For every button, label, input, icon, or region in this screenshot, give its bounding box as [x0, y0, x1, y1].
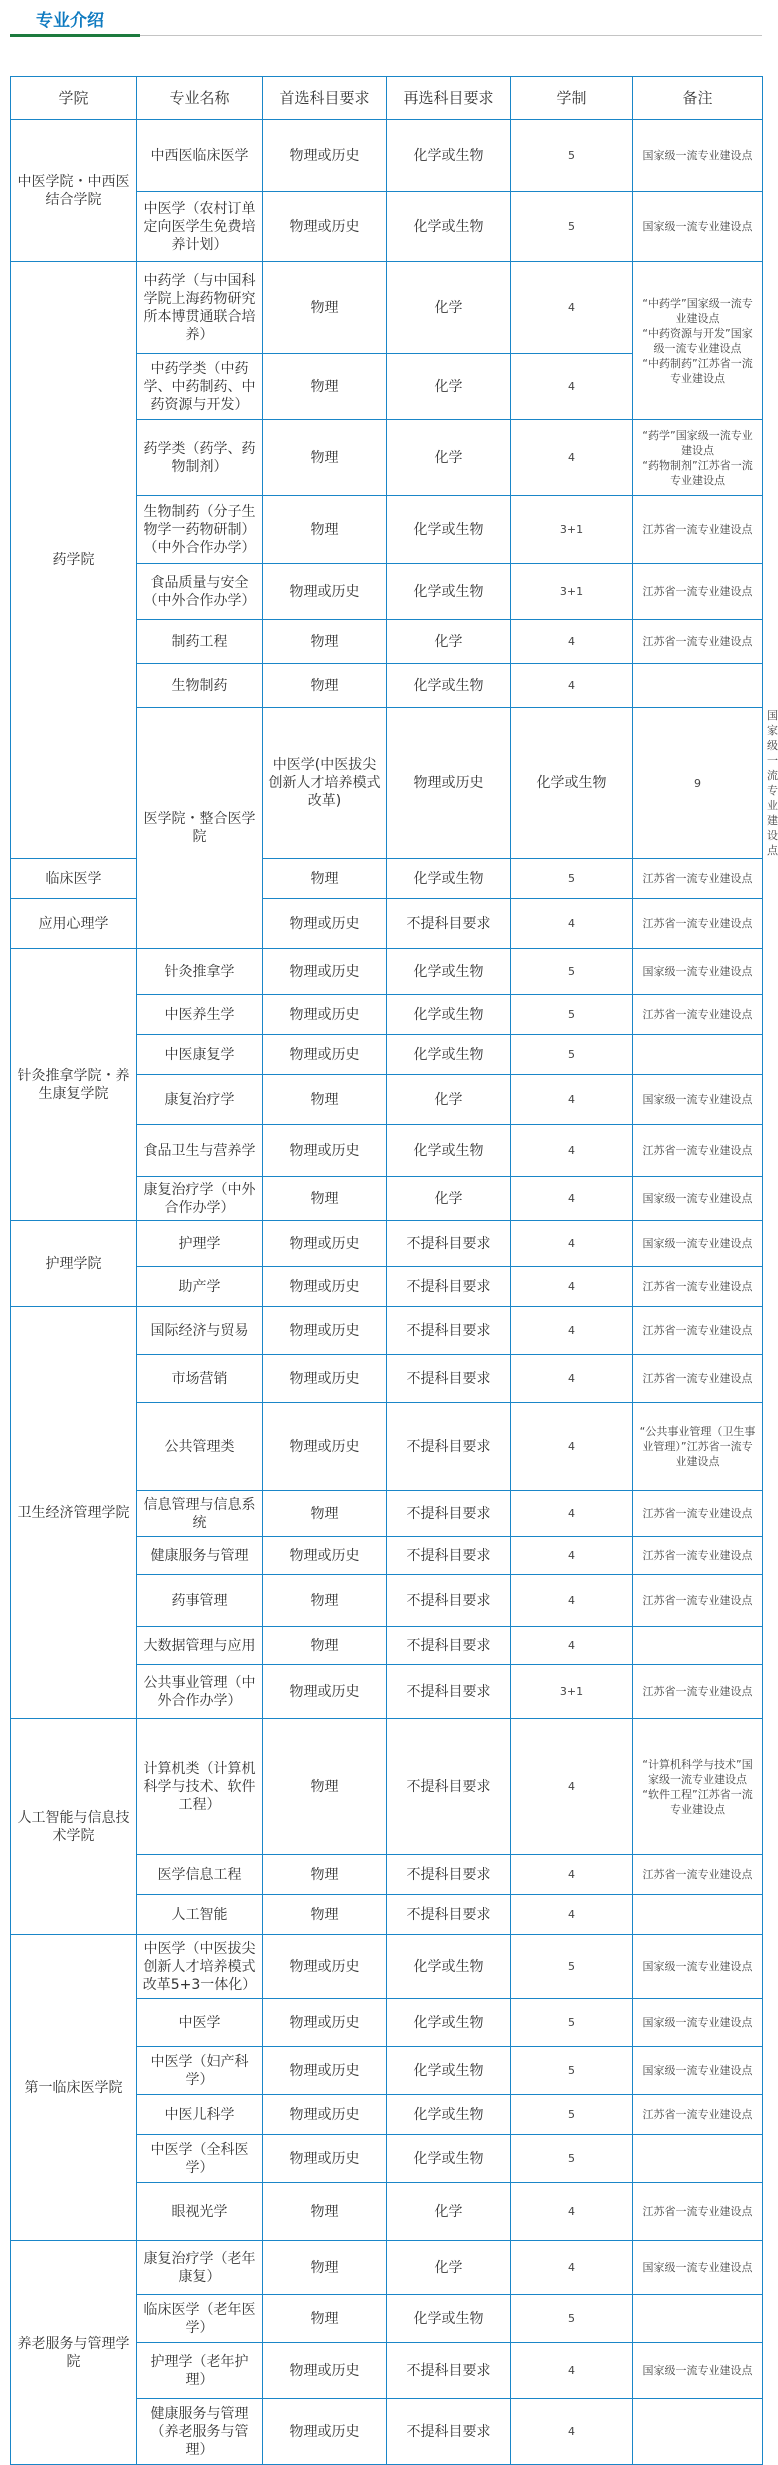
table-row: 医学院・整合医学院 中医学(中医拔尖创新人才培养模式改革) 物理或历史 化学或生物 9 国家级一流专业建设点 — [11, 708, 763, 859]
major-cell[interactable]: 中医儿科学 — [137, 2095, 263, 2135]
second-subject-cell: 化学或生物 — [387, 995, 511, 1035]
second-subject-cell: 化学或生物 — [387, 949, 511, 995]
first-subject-cell: 物理或历史 — [263, 995, 387, 1035]
table-row — [11, 262, 763, 354]
second-subject-cell: 化学或生物 — [387, 2135, 511, 2183]
major-cell[interactable]: 中医康复学 — [137, 1035, 263, 1075]
first-subject-cell: 物理或历史 — [263, 1307, 387, 1355]
first-subject-cell: 物理 — [263, 2241, 387, 2295]
first-subject-cell: 物理 — [263, 664, 387, 708]
college-cell: 人工智能与信息技术学院 — [11, 1719, 137, 1935]
note-cell — [633, 1895, 763, 1935]
first-subject-cell: 物理或历史 — [263, 1665, 387, 1719]
major-cell[interactable]: 中药学类（中药学、中药制药、中药资源与开发） — [137, 354, 263, 420]
years-cell: 5 — [511, 2047, 633, 2095]
note-cell: 国家级一流专业建设点 — [633, 949, 763, 995]
major-cell[interactable]: 护理学 — [137, 1221, 263, 1267]
note-cell: “公共事业管理（卫生事业管理）”江苏省一流专业建设点 — [633, 1403, 763, 1491]
column-header: 专业名称 — [137, 77, 263, 120]
college-cell: 药学院 — [11, 262, 137, 859]
note-cell: “药学”国家级一流专业建设点 “药物制剂”江苏省一流专业建设点 — [633, 420, 763, 496]
major-cell[interactable]: 人工智能 — [137, 1895, 263, 1935]
second-subject-cell: 不提科目要求 — [387, 1855, 511, 1895]
second-subject-cell: 化学或生物 — [387, 1125, 511, 1177]
note-cell: 国家级一流专业建设点 — [633, 1935, 763, 1999]
major-cell[interactable]: 制药工程 — [137, 620, 263, 664]
second-subject-cell: 不提科目要求 — [387, 1575, 511, 1627]
years-cell: 3+1 — [511, 1665, 633, 1719]
major-cell[interactable]: 信息管理与信息系统 — [137, 1491, 263, 1537]
note-cell: 国家级一流专业建设点 — [633, 1999, 763, 2047]
years-cell: 5 — [511, 192, 633, 262]
years-cell: 4 — [511, 2241, 633, 2295]
major-cell[interactable]: 医学信息工程 — [137, 1855, 263, 1895]
years-cell: 5 — [511, 859, 633, 899]
major-cell[interactable]: 康复治疗学（老年康复） — [137, 2241, 263, 2295]
major-cell[interactable]: 公共管理类 — [137, 1403, 263, 1491]
first-subject-cell: 物理或历史 — [263, 2047, 387, 2095]
major-cell[interactable]: 国际经济与贸易 — [137, 1307, 263, 1355]
major-cell[interactable]: 眼视光学 — [137, 2183, 263, 2241]
table-row — [11, 1307, 763, 1355]
second-subject-cell: 不提科目要求 — [387, 1355, 511, 1403]
major-cell[interactable]: 食品卫生与营养学 — [137, 1125, 263, 1177]
table-row — [11, 899, 763, 949]
major-cell[interactable]: 中西医临床医学 — [137, 120, 263, 192]
second-subject-cell: 不提科目要求 — [387, 2343, 511, 2399]
first-subject-cell: 物理或历史 — [263, 1125, 387, 1177]
first-subject-cell: 物理或历史 — [263, 2343, 387, 2399]
note-cell: 江苏省一流专业建设点 — [633, 1125, 763, 1177]
second-subject-cell: 化学或生物 — [387, 859, 511, 899]
first-subject-cell: 物理 — [263, 1075, 387, 1125]
first-subject-cell: 物理或历史 — [263, 1221, 387, 1267]
first-subject-cell: 物理或历史 — [263, 120, 387, 192]
major-cell[interactable]: 助产学 — [137, 1267, 263, 1307]
years-cell: 5 — [511, 995, 633, 1035]
note-cell: 江苏省一流专业建设点 — [633, 620, 763, 664]
note-cell — [633, 664, 763, 708]
years-cell: 5 — [511, 1935, 633, 1999]
major-cell[interactable]: 公共事业管理（中外合作办学） — [137, 1665, 263, 1719]
first-subject-cell: 物理 — [263, 1895, 387, 1935]
second-subject-cell: 化学或生物 — [387, 2095, 511, 2135]
note-cell: 国家级一流专业建设点 — [633, 2047, 763, 2095]
years-cell: 5 — [511, 2095, 633, 2135]
note-cell: 国家级一流专业建设点 — [633, 1177, 763, 1221]
first-subject-cell: 物理或历史 — [263, 192, 387, 262]
note-cell: 江苏省一流专业建设点 — [633, 2095, 763, 2135]
major-cell[interactable]: 中医养生学 — [137, 995, 263, 1035]
first-subject-cell: 物理或历史 — [263, 1267, 387, 1307]
years-cell: 5 — [511, 120, 633, 192]
second-subject-cell: 化学 — [387, 1075, 511, 1125]
major-cell[interactable]: 康复治疗学 — [137, 1075, 263, 1125]
table-row — [11, 120, 763, 192]
college-cell: 卫生经济管理学院 — [11, 1307, 137, 1719]
years-cell: 3+1 — [511, 564, 633, 620]
years-cell: 5 — [511, 2295, 633, 2343]
section-header — [10, 0, 762, 40]
table-row — [11, 949, 763, 995]
first-subject-cell: 物理 — [263, 1491, 387, 1537]
years-cell: 4 — [511, 1125, 633, 1177]
college-cell: 医学院・整合医学院 — [137, 708, 263, 949]
years-cell: 4 — [511, 1627, 633, 1665]
years-cell: 4 — [511, 1177, 633, 1221]
note-cell: 江苏省一流专业建设点 — [633, 1537, 763, 1575]
note-cell — [633, 2399, 763, 2465]
years-cell: 4 — [511, 899, 633, 949]
header-underline — [140, 35, 762, 36]
years-cell: 4 — [511, 1537, 633, 1575]
table-row — [11, 2241, 763, 2295]
major-cell[interactable]: 应用心理学 — [11, 899, 137, 949]
college-cell: 养老服务与管理学院 — [11, 2241, 137, 2465]
second-subject-cell: 不提科目要求 — [387, 1895, 511, 1935]
column-header: 首选科目要求 — [263, 77, 387, 120]
years-cell: 4 — [511, 664, 633, 708]
years-cell: 4 — [511, 1719, 633, 1855]
header-underline-accent — [10, 34, 140, 37]
major-cell[interactable]: 中医学（妇产科学） — [137, 2047, 263, 2095]
note-cell — [633, 2135, 763, 2183]
second-subject-cell: 化学或生物 — [387, 1935, 511, 1999]
note-cell: 国家级一流专业建设点 — [633, 1221, 763, 1267]
first-subject-cell: 物理或历史 — [263, 2095, 387, 2135]
years-cell: 4 — [511, 1267, 633, 1307]
note-cell: 国家级一流专业建设点 — [633, 2343, 763, 2399]
major-cell[interactable]: 针灸推拿学 — [137, 949, 263, 995]
first-subject-cell: 物理或历史 — [263, 1999, 387, 2047]
years-cell: 4 — [511, 1491, 633, 1537]
second-subject-cell: 不提科目要求 — [387, 1403, 511, 1491]
second-subject-cell: 化学 — [387, 1177, 511, 1221]
note-cell: 江苏省一流专业建设点 — [633, 2183, 763, 2241]
first-subject-cell: 物理或历史 — [263, 1935, 387, 1999]
first-subject-cell: 物理 — [263, 620, 387, 664]
years-cell: 4 — [511, 1855, 633, 1895]
first-subject-cell: 物理 — [263, 1855, 387, 1895]
second-subject-cell: 化学或生物 — [387, 496, 511, 564]
note-cell: 江苏省一流专业建设点 — [633, 1355, 763, 1403]
first-subject-cell: 物理或历史 — [263, 564, 387, 620]
major-cell[interactable]: 临床医学 — [11, 859, 137, 899]
second-subject-cell: 化学 — [387, 354, 511, 420]
major-cell[interactable]: 中药学（与中国科学院上海药物研究所本博贯通联合培养） — [137, 262, 263, 354]
major-cell[interactable]: 中医学(中医拔尖创新人才培养模式改革) — [263, 708, 387, 859]
college-cell: 护理学院 — [11, 1221, 137, 1307]
note-cell — [633, 2295, 763, 2343]
note-cell: “中药学”国家级一流专业建设点 “中药资源与开发”国家级一流专业建设点 “中药制药”江苏省一流专业建设点 — [633, 262, 763, 420]
major-cell[interactable]: 大数据管理与应用 — [137, 1627, 263, 1665]
years-cell: 4 — [511, 2399, 633, 2465]
years-cell: 4 — [511, 1075, 633, 1125]
second-subject-cell: 不提科目要求 — [387, 899, 511, 949]
years-cell: 4 — [511, 1403, 633, 1491]
note-cell: 江苏省一流专业建设点 — [633, 1855, 763, 1895]
major-cell[interactable]: 生物制药（分子生物学一药物研制）（中外合作办学） — [137, 496, 263, 564]
major-cell[interactable]: 中医学（中医拔尖创新人才培养模式改革5+3一体化） — [137, 1935, 263, 1999]
second-subject-cell: 不提科目要求 — [387, 1267, 511, 1307]
note-cell: 江苏省一流专业建设点 — [633, 859, 763, 899]
table-row — [11, 1221, 763, 1267]
second-subject-cell: 不提科目要求 — [387, 1665, 511, 1719]
second-subject-cell: 不提科目要求 — [387, 1307, 511, 1355]
second-subject-cell: 化学 — [387, 420, 511, 496]
years-cell: 4 — [511, 1575, 633, 1627]
note-cell: 国家级一流专业建设点 — [633, 2241, 763, 2295]
second-subject-cell: 化学或生物 — [387, 2047, 511, 2095]
major-cell[interactable]: 市场营销 — [137, 1355, 263, 1403]
years-cell: 4 — [511, 1895, 633, 1935]
major-cell[interactable]: 生物制药 — [137, 664, 263, 708]
years-cell: 4 — [511, 262, 633, 354]
second-subject-cell: 化学或生物 — [387, 664, 511, 708]
second-subject-cell: 化学或生物 — [511, 708, 633, 859]
major-cell[interactable]: 康复治疗学（中外合作办学） — [137, 1177, 263, 1221]
table-body — [11, 120, 778, 2465]
table-header-row — [11, 77, 763, 120]
first-subject-cell: 物理或历史 — [263, 1355, 387, 1403]
note-cell: “计算机科学与技术”国家级一流专业建设点 “软件工程”江苏省一流专业建设点 — [633, 1719, 763, 1855]
years-cell: 4 — [511, 1221, 633, 1267]
first-subject-cell: 物理或历史 — [387, 708, 511, 859]
first-subject-cell: 物理 — [263, 2183, 387, 2241]
first-subject-cell: 物理 — [263, 354, 387, 420]
second-subject-cell: 化学 — [387, 2183, 511, 2241]
table-row — [11, 1719, 763, 1855]
second-subject-cell: 化学 — [387, 2241, 511, 2295]
note-cell — [633, 1627, 763, 1665]
major-cell[interactable]: 药学类（药学、药物制剂） — [137, 420, 263, 496]
note-cell: 江苏省一流专业建设点 — [633, 496, 763, 564]
section-title: 专业介绍 — [36, 11, 104, 31]
years-cell: 5 — [511, 2135, 633, 2183]
major-cell[interactable]: 药事管理 — [137, 1575, 263, 1627]
first-subject-cell: 物理 — [263, 1575, 387, 1627]
note-cell: 江苏省一流专业建设点 — [633, 995, 763, 1035]
second-subject-cell: 不提科目要求 — [387, 1719, 511, 1855]
college-cell: 中医学院・中西医结合学院 — [11, 120, 137, 262]
first-subject-cell: 物理 — [263, 2295, 387, 2343]
first-subject-cell: 物理或历史 — [263, 1035, 387, 1075]
years-cell: 9 — [633, 708, 763, 859]
years-cell: 4 — [511, 1307, 633, 1355]
major-cell[interactable]: 健康服务与管理（养老服务与管理） — [137, 2399, 263, 2465]
college-cell: 第一临床医学院 — [11, 1935, 137, 2241]
note-cell: 江苏省一流专业建设点 — [633, 1307, 763, 1355]
second-subject-cell: 化学 — [387, 262, 511, 354]
years-cell: 5 — [511, 949, 633, 995]
first-subject-cell: 物理或历史 — [263, 899, 387, 949]
years-cell: 4 — [511, 2183, 633, 2241]
first-subject-cell: 物理或历史 — [263, 949, 387, 995]
first-subject-cell: 物理 — [263, 1719, 387, 1855]
note-cell: 国家级一流专业建设点 — [633, 192, 763, 262]
major-cell[interactable]: 临床医学（老年医学） — [137, 2295, 263, 2343]
second-subject-cell: 化学或生物 — [387, 1035, 511, 1075]
years-cell: 4 — [511, 420, 633, 496]
major-cell[interactable]: 中医学（农村订单定向医学生免费培养计划） — [137, 192, 263, 262]
second-subject-cell: 化学或生物 — [387, 120, 511, 192]
first-subject-cell: 物理 — [263, 262, 387, 354]
first-subject-cell: 物理或历史 — [263, 2135, 387, 2183]
second-subject-cell: 不提科目要求 — [387, 1537, 511, 1575]
second-subject-cell: 不提科目要求 — [387, 1491, 511, 1537]
second-subject-cell: 不提科目要求 — [387, 1627, 511, 1665]
note-cell: 江苏省一流专业建设点 — [633, 899, 763, 949]
years-cell: 4 — [511, 620, 633, 664]
first-subject-cell: 物理或历史 — [263, 2399, 387, 2465]
major-table — [10, 76, 778, 2465]
first-subject-cell: 物理 — [263, 1627, 387, 1665]
major-cell[interactable]: 健康服务与管理 — [137, 1537, 263, 1575]
second-subject-cell: 化学或生物 — [387, 1999, 511, 2047]
column-header: 学院 — [11, 77, 137, 120]
major-cell[interactable]: 中医学 — [137, 1999, 263, 2047]
table-row — [11, 859, 763, 899]
first-subject-cell: 物理 — [263, 1177, 387, 1221]
years-cell: 5 — [511, 1035, 633, 1075]
column-header: 备注 — [633, 77, 763, 120]
major-cell[interactable]: 计算机类（计算机科学与技术、软件工程） — [137, 1719, 263, 1855]
note-cell: 江苏省一流专业建设点 — [633, 1491, 763, 1537]
years-cell: 4 — [511, 354, 633, 420]
second-subject-cell: 化学或生物 — [387, 192, 511, 262]
major-cell[interactable]: 护理学（老年护理） — [137, 2343, 263, 2399]
table-row — [11, 1935, 763, 1999]
years-cell: 3+1 — [511, 496, 633, 564]
note-cell: 江苏省一流专业建设点 — [633, 564, 763, 620]
college-cell: 针灸推拿学院・养生康复学院 — [11, 949, 137, 1221]
first-subject-cell: 物理 — [263, 859, 387, 899]
first-subject-cell: 物理或历史 — [263, 1403, 387, 1491]
note-cell: 江苏省一流专业建设点 — [633, 1267, 763, 1307]
column-header: 再选科目要求 — [387, 77, 511, 120]
major-cell[interactable]: 中医学（全科医学） — [137, 2135, 263, 2183]
first-subject-cell: 物理 — [263, 420, 387, 496]
first-subject-cell: 物理或历史 — [263, 1537, 387, 1575]
note-cell: 江苏省一流专业建设点 — [633, 1665, 763, 1719]
years-cell: 4 — [511, 2343, 633, 2399]
note-cell: 国家级一流专业建设点 — [633, 1075, 763, 1125]
column-header: 学制 — [511, 77, 633, 120]
note-cell: 国家级一流专业建设点 — [633, 120, 763, 192]
major-cell[interactable]: 食品质量与安全（中外合作办学） — [137, 564, 263, 620]
second-subject-cell: 不提科目要求 — [387, 2399, 511, 2465]
note-cell — [633, 1035, 763, 1075]
note-cell: 江苏省一流专业建设点 — [633, 1575, 763, 1627]
years-cell: 4 — [511, 1355, 633, 1403]
years-cell: 5 — [511, 1999, 633, 2047]
second-subject-cell: 化学或生物 — [387, 2295, 511, 2343]
second-subject-cell: 不提科目要求 — [387, 1221, 511, 1267]
first-subject-cell: 物理 — [263, 496, 387, 564]
second-subject-cell: 化学或生物 — [387, 564, 511, 620]
second-subject-cell: 化学 — [387, 620, 511, 664]
